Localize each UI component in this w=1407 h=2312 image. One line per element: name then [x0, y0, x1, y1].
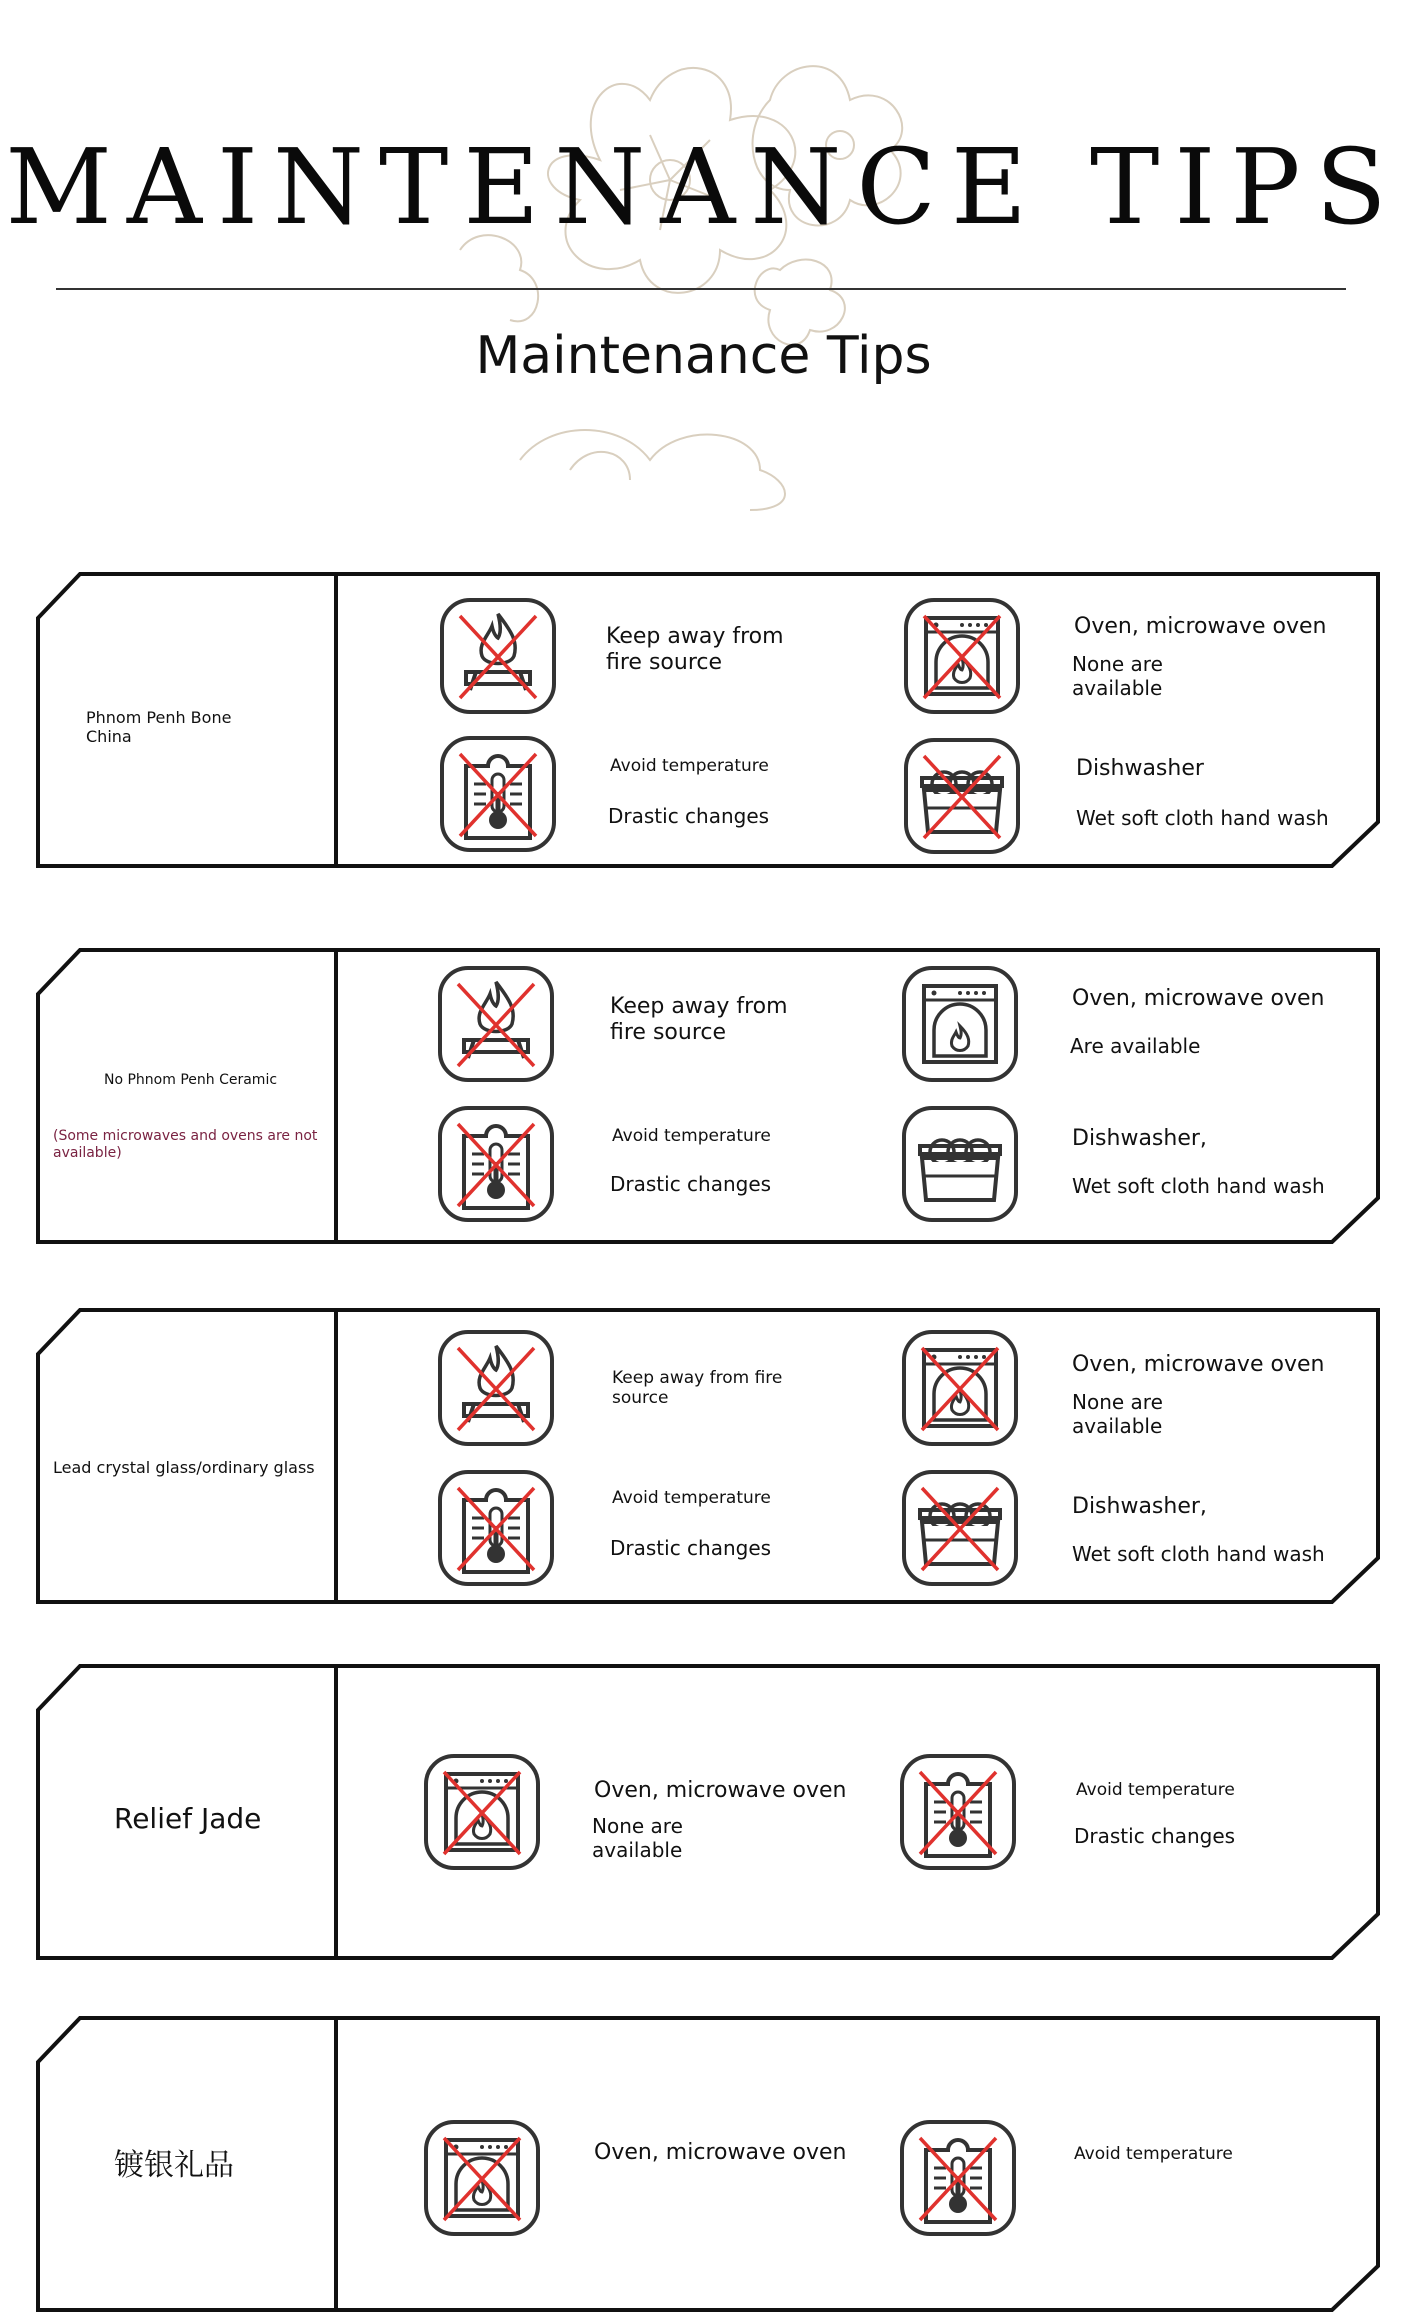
tip-subtext: None are available — [1072, 1390, 1163, 1438]
panel-glass — [36, 1308, 1380, 1604]
no-oven-icon — [898, 1326, 1022, 1450]
tip-text: Avoid temperature — [1076, 1780, 1235, 1800]
tip-text: Oven, microwave oven — [1074, 614, 1327, 639]
tip-text: Avoid temperature — [612, 1488, 771, 1508]
tip-text: Oven, microwave oven — [594, 1778, 847, 1803]
no-dishwasher-icon — [898, 1466, 1022, 1590]
tip-subtext: Wet soft cloth hand wash — [1072, 1174, 1325, 1198]
material-label: Relief Jade — [114, 1802, 262, 1835]
no-fire-icon — [434, 962, 558, 1086]
material-label: No Phnom Penh Ceramic — [104, 1072, 278, 1088]
tip-text: Dishwasher, — [1072, 1494, 1207, 1519]
tip-subtext: None are available — [1072, 652, 1163, 700]
tip-text: Oven, microwave oven — [1072, 986, 1325, 1011]
material-label: Lead crystal glass/ordinary glass — [53, 1458, 315, 1477]
material-note: (Some microwaves and ovens are not available) — [53, 1128, 318, 1161]
no-temperature-change-icon — [896, 2116, 1020, 2240]
material-label: 镀银礼品 — [114, 2148, 234, 2183]
tip-subtext: Drastic changes — [610, 1172, 772, 1196]
page-title: MAINTENANCE TIPS — [5, 126, 1402, 248]
no-temperature-change-icon — [434, 1102, 558, 1226]
no-oven-icon — [420, 1750, 544, 1874]
no-temperature-change-icon — [436, 732, 560, 856]
tip-text: Avoid temperature — [612, 1126, 771, 1146]
tip-text: Oven, microwave oven — [594, 2140, 847, 2165]
flower-watermark — [420, 40, 980, 520]
panel-bone-china — [36, 572, 1380, 868]
material-label: Phnom Penh Bone China — [86, 708, 232, 747]
panel-relief-jade — [36, 1664, 1380, 1960]
tip-subtext: Drastic changes — [608, 804, 770, 828]
no-fire-icon — [436, 594, 560, 718]
no-fire-icon — [434, 1326, 558, 1450]
no-dishwasher-icon — [900, 734, 1024, 858]
panel-ceramic — [36, 948, 1380, 1244]
no-temperature-change-icon — [896, 1750, 1020, 1874]
tip-text: Keep away from fire source — [606, 624, 784, 676]
title-divider — [56, 288, 1346, 290]
dishwasher-icon — [898, 1102, 1022, 1226]
tip-text: Dishwasher, — [1072, 1126, 1207, 1151]
tip-text: Keep away from fire source — [612, 1368, 783, 1409]
oven-icon — [898, 962, 1022, 1086]
tip-subtext: Wet soft cloth hand wash — [1076, 806, 1329, 830]
tip-subtext: None are available — [592, 1814, 683, 1862]
tip-text: Avoid temperature — [610, 756, 769, 776]
tip-text: Keep away from fire source — [610, 994, 788, 1046]
tip-text: Dishwasher — [1076, 756, 1204, 781]
no-oven-icon — [420, 2116, 544, 2240]
tip-subtext: Wet soft cloth hand wash — [1072, 1542, 1325, 1566]
no-temperature-change-icon — [434, 1466, 558, 1590]
tip-subtext: Drastic changes — [610, 1536, 772, 1560]
no-oven-icon — [900, 594, 1024, 718]
page-subtitle: Maintenance Tips — [475, 326, 932, 386]
tip-text: Avoid temperature — [1074, 2144, 1233, 2164]
tip-subtext: Drastic changes — [1074, 1824, 1236, 1848]
panel-silver-plated — [36, 2016, 1380, 2312]
tip-text: Oven, microwave oven — [1072, 1352, 1325, 1377]
tip-subtext: Are available — [1070, 1034, 1201, 1058]
